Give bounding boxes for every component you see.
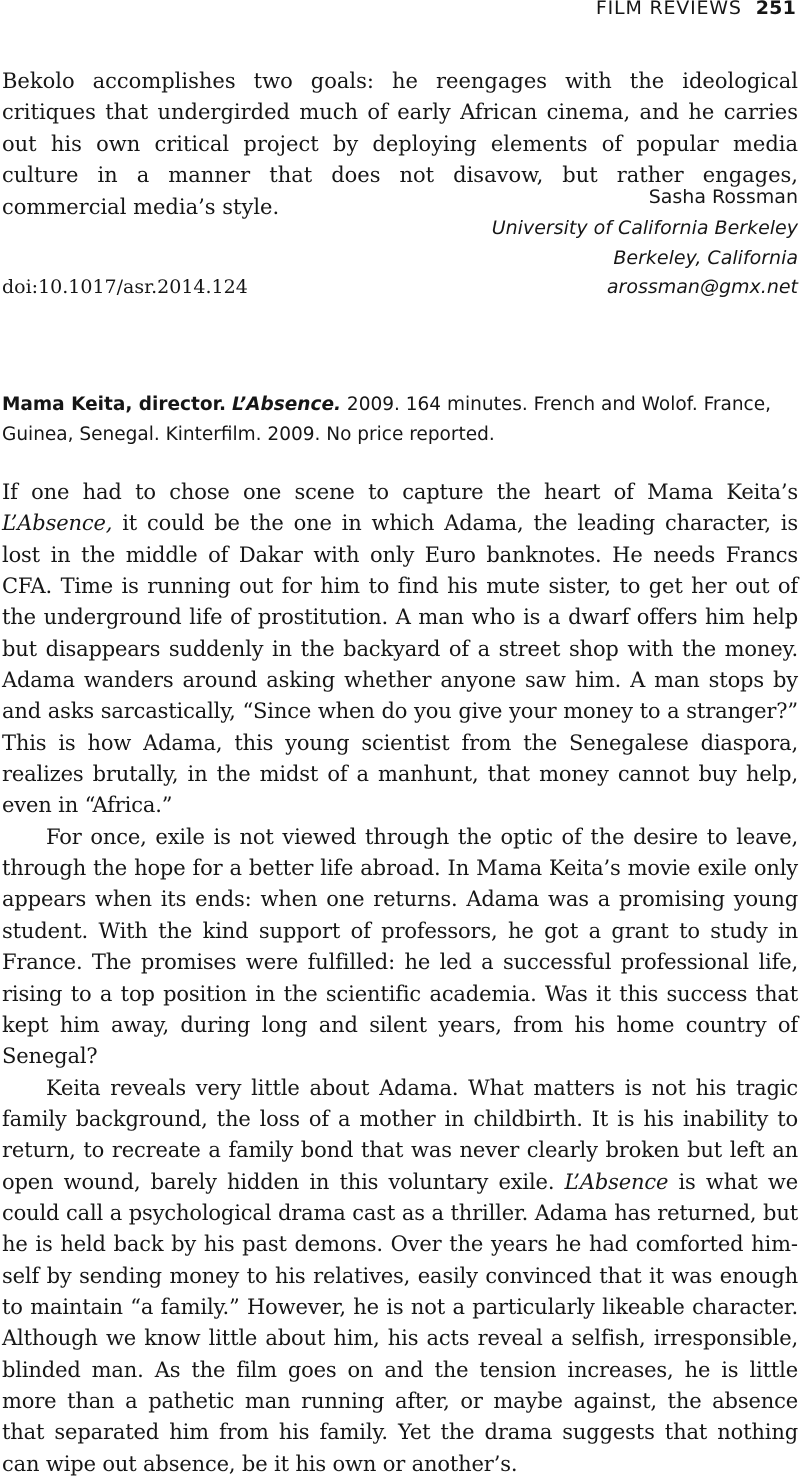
doi: doi:10.1017/asr.2014.124 xyxy=(2,276,248,298)
review-paragraph-1 xyxy=(2,477,798,822)
paragraph-text: is what we could call a psychological drama cast as a thriller. Adama has returned, but he is held back by his past demons. Over the years he had comforted himself by sending money to his relatives, easily convinced that it was enough to maintain “a family.” However, he is not a particularly likeable character. Although we know little about him, his acts reveal a selfish, irresponsible, blinded man. As the film goes on and the tension increases, he is little more than a pathetic man running after, or maybe against, the absence that separated him from his family. Yet the drama suggests that nothing can wipe out absence, be it his own or another’s. xyxy=(2,1169,799,1476)
page-number: 251 xyxy=(755,0,796,19)
citation-details: 2009. 164 minutes. French and Wolof. France, Guinea, Senegal. Kinterfilm. 2009. No price reported. xyxy=(2,394,771,445)
reviewer-email: arossman@gmx.net xyxy=(606,276,798,298)
paragraph-text: it could be the one in which Adama, the leading character, is lost in the middle of Dakar with only Euro banknotes. He needs Francs CFA. Time is running out for him to find his mute sister, to get her out of the underground life of prostitution. A man who is a dwarf offers him help but disappears suddenly in the backyard of a street shop with the money. Adama wanders around asking whether anyone saw him. A man stops by and asks sarcastically, “Since when do you give your money to a stranger?” This is how Adama, this young scientist from the Senegalese diaspora, realizes brutally, in the midst of a manhunt, that money cannot buy help, even in “Africa.” xyxy=(2,511,798,818)
citation-title: L’Absence. xyxy=(231,394,342,415)
running-head xyxy=(596,0,796,22)
reviewer-name: Sasha Rossman xyxy=(648,186,798,208)
film-title-italic: L’Absence, xyxy=(2,511,113,536)
reviewer-affiliation: University of California Berkeley xyxy=(491,217,798,239)
film-title-italic: L’Absence xyxy=(564,1169,669,1194)
paragraph-text: Keita reveals very little about Adama. What matters is not his tragic family background, the loss of a mother in childbirth. It is his inability to return, to recreate a family bond that was never clearly broken but left an open wound, barely hidden in this voluntary exile. xyxy=(2,1075,798,1194)
citation-director: Mama Keita, director. xyxy=(2,394,227,415)
film-citation xyxy=(2,390,800,450)
paragraph-text: If one had to chose one scene to capture the heart of Mama Keita’s xyxy=(2,480,798,504)
reviewer-location: Berkeley, California xyxy=(613,247,798,269)
running-head-section: FILM REVIEWS xyxy=(595,0,742,19)
review-paragraph-2: For once, exile is not viewed through the optic of the desire to leave, through the hope for a better life abroad. In Mama Keita’s movie exile only appears when its ends: when one returns. Adama was a promising young student. With the kind support of professors, he got a grant to study in France. The promises were fulfilled: he led a successful professional life, rising to a top position in the scientific academia. Was it this success that kept him away, during long and silent years, from his home country of Senegal? xyxy=(2,824,798,1069)
review-body xyxy=(2,477,798,1480)
closing-paragraph: Bekolo accomplishes two goals: he reengages with the ideological critiques that undergirded much of early African cinema, and he carries out his own critical project by deploying elements of popular media culture in a manner that does not disavow, but rather engages, commercial media’s style. xyxy=(2,69,798,219)
